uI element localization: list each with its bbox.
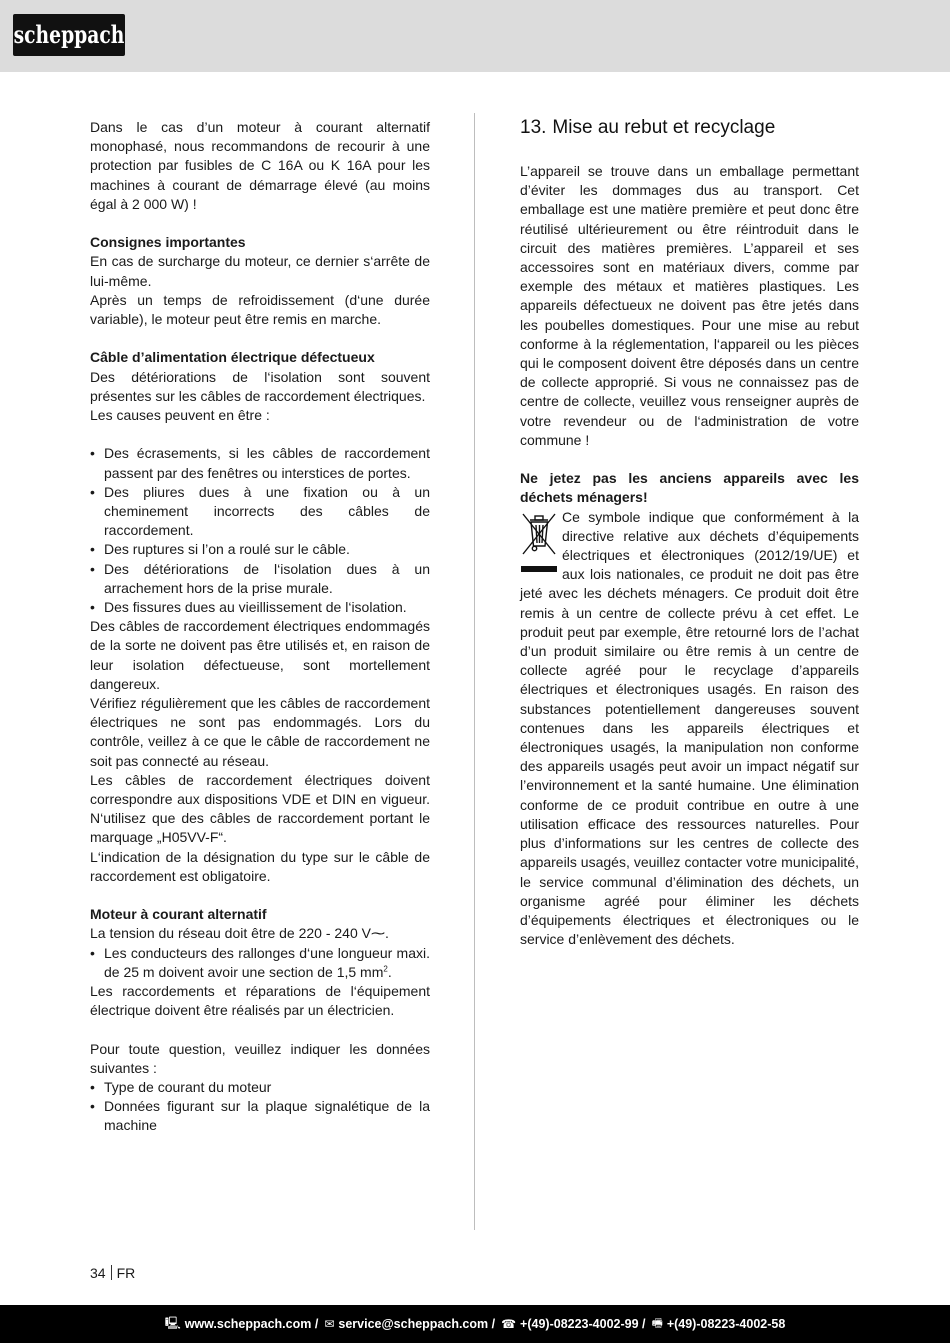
superscript-2: 2 [383, 964, 388, 974]
footer-email[interactable]: service@scheppach.com / [338, 1317, 496, 1331]
consignes-paragraph-1: En cas de surcharge du moteur, ce dernier s‘arrête de lui-même. [90, 253, 430, 289]
cable-paragraph-2: Les causes peuvent en être : [90, 407, 270, 424]
cable-paragraph-1: Des détériorations de l‘isolation sont souvent présentes sur les câbles de raccordement électriques. [90, 368, 430, 404]
brand-logo [13, 14, 125, 56]
weee-paragraph: Ce symbole indique que conformément à la directive relative aux déchets d’équipements électriques et électroniques (2012/19/UE) et aux lois nationales, ce produit ne doit pas être jeté avec les déchets ménagers. Ce produit doit être remis à un centre de collecte prévu à cet effet. Le produit peut par exemple, être retourné lors de l’achat d’un produit similaire ou être remis à un centre de collecte agréé pour le recyclage d’appareils électriques et électroniques usagés. En raison des substances potentiellement dangereuses souvent contenues dans les appareils électriques et électroniques usagés, la manipulation non conforme des appareils usagés peut avoir un impact négatif sur l’environnement et la santé humaine. Une élimination conforme de ce produit contribue en outre à une utilisation efficace des ressources naturelles. Pour plus d’informations sur les centres de collecte des appareils usagés, veuillez contacter votre municipalité, le service communal d’élimination des déchets, un organisme agréé pour éliminer les déchets d’équipements électriques et électroniques ou le service d’enlèvement des déchets. [520, 508, 859, 948]
crossed-out-wheelie-bin-icon [520, 510, 558, 574]
brand-logo-text: scheppach [13, 20, 125, 49]
moteur-list [90, 944, 430, 982]
moteur-heading: Moteur à courant alternatif [90, 906, 267, 923]
intro-paragraph: Dans le cas d’un moteur à courant alternatif monophasé, nous recommandons de recourir à une protection par fusibles de C 16A ou K 16A pour les machines à courant de démarrage élevé (au moins égal à 2 000 W) ! [90, 119, 430, 212]
list-item: • Données figurant sur la plaque signalétique de la machine [90, 1097, 430, 1135]
page-number-value: 34 [90, 1265, 106, 1281]
header-band [0, 0, 950, 72]
cable-causes-list [90, 444, 430, 617]
consignes-heading: Consignes importantes [90, 234, 246, 251]
footer-phone: +(49)-08223-4002-99 / [520, 1317, 646, 1331]
list-item: • Type de courant du moteur [90, 1078, 430, 1097]
cable-paragraph-4: Vérifiez régulièrement que les câbles de raccordement électriques ne sont pas endommagés. Lors du contrôle, veillez à ce que le câble de raccordement ne soit pas connecté au réseau. [90, 695, 430, 769]
page-language: FR [116, 1265, 136, 1281]
column-divider [474, 113, 475, 1230]
section-number: 13. [520, 117, 547, 138]
cable-heading: Câble d’alimentation électrique défectueux [90, 349, 375, 366]
footer-contact-bar [0, 1305, 950, 1343]
envelope-icon: ✉ [324, 1317, 335, 1331]
list-item: • Des écrasements, si les câbles de raccordement passent par des fenêtres ou interstices de portes. [90, 444, 430, 482]
section-title [520, 118, 859, 138]
list-item: • Des ruptures si l’on a roulé sur le câble. [90, 540, 430, 559]
weee-block [520, 508, 859, 950]
page-number [90, 1265, 135, 1281]
phone-icon: ☎ [501, 1317, 517, 1331]
footer-fax: +(49)-08223-4002-58 [666, 1317, 786, 1331]
question-paragraph: Pour toute question, veuillez indiquer les données suivantes : [90, 1040, 430, 1076]
fax-icon: 🖷 [651, 1315, 663, 1330]
question-list [90, 1078, 430, 1136]
list-item: • Des fissures dues au vieillissement de l‘isolation. [90, 598, 430, 617]
moteur-list-end: . [387, 963, 392, 980]
right-column [520, 118, 859, 949]
disposal-paragraph: L’appareil se trouve dans un emballage permettant d’éviter les dommages dus au transport. Cet emballage est une matière première et peut donc être réutilisé ultérieurement ou être réintroduit dans le circuit des matières premières. L’appareil et ses accessoires sont en matériaux divers, comme par exemple des métaux et matières plastiques. Les appareils défectueux ne doivent pas être jetés dans les poubelles domestiques. Pour une mise au rebut conforme à la réglementation, l‘appareil ou les pièces qui le composent doivent être déposés dans un centre de collecte approprié. Si vous ne connaissez pas de centre de collecte, veuillez vous renseigner auprès de votre revendeur ou de l‘administration de votre commune ! [520, 163, 859, 448]
list-item: • Des pliures dues à une fixation ou à un cheminement incorrects des câbles de raccordement. [90, 483, 430, 541]
cable-paragraph-5: Les câbles de raccordement électriques doivent correspondre aux dispositions VDE et DIN en vigueur. N‘utilisez que des câbles de raccordement portant le marquage „H05VV-F“. [90, 771, 430, 846]
warning-heading: Ne jetez pas les anciens appareils avec les déchets ménagers! [520, 470, 859, 506]
list-item: • Des détériorations de l‘isolation dues à un arrachement hors de la prise murale. [90, 560, 430, 598]
moteur-paragraph-1: La tension du réseau doit être de 220 - 240 V⁓. [90, 925, 389, 942]
left-column [90, 118, 430, 1136]
list-item [90, 944, 430, 982]
moteur-paragraph-2: Les raccordements et réparations de l‘équipement électrique doivent être réalisés par un électricien. [90, 983, 430, 1019]
footer-website[interactable]: www.scheppach.com / [184, 1317, 319, 1331]
consignes-paragraph-2: Après un temps de refroidissement (d‘une durée variable), le moteur peut être remis en marche. [90, 291, 430, 328]
cable-paragraph-6: L‘indication de la désignation du type sur le câble de raccordement est obligatoire. [90, 848, 430, 884]
moteur-list-text: Les conducteurs des rallonges d‘une longueur maxi. de 25 m doivent avoir une section de 1,5 mm [104, 944, 430, 980]
computer-icon: 🖳 [164, 1315, 181, 1330]
cable-paragraph-3: Des câbles de raccordement électriques endommagés de la sorte ne doivent pas être utilisés et, en raison de leur isolation défectueuse, sont mortellement dangereux. [90, 618, 430, 692]
section-title-text: Mise au rebut et recyclage [552, 117, 776, 138]
